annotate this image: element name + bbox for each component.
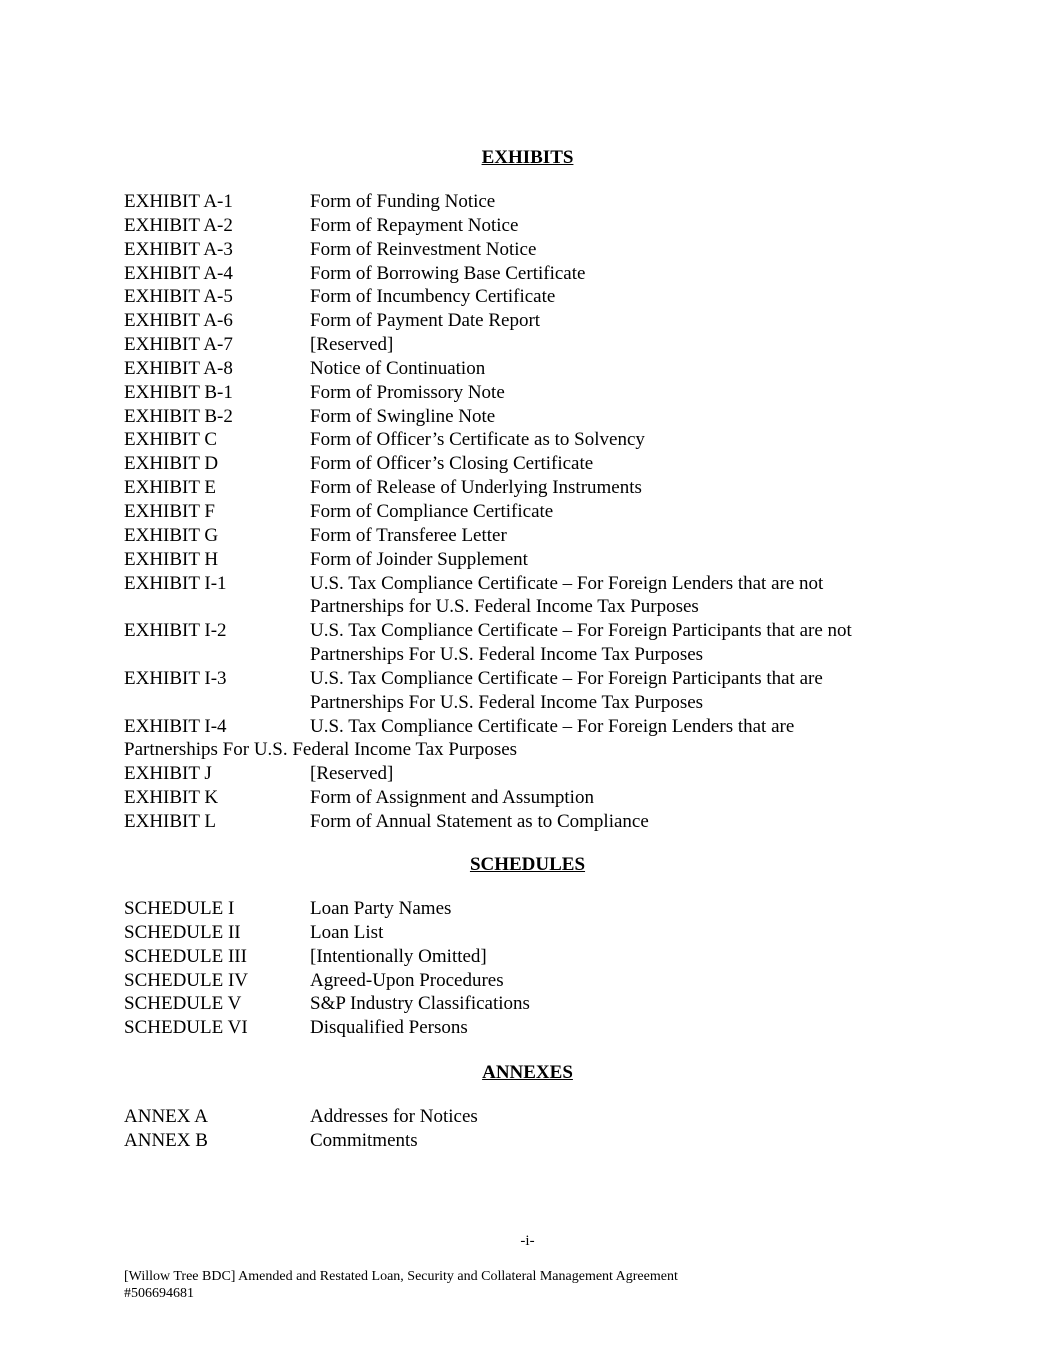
item-description-line: U.S. Tax Compliance Certificate – For Foreign Participants that are: [310, 667, 823, 689]
item-description-line: Form of Transferee Letter: [310, 524, 507, 546]
item-label: SCHEDULE V: [124, 993, 242, 1015]
item-label: ANNEX A: [124, 1106, 208, 1127]
item-label: SCHEDULE I: [124, 898, 235, 919]
list-item: [124, 285, 944, 309]
item-description-line: Form of Joinder Supplement: [310, 548, 528, 570]
item-description-line: Form of Reinvestment Notice: [310, 238, 537, 260]
item-label: EXHIBIT A-8: [124, 357, 233, 379]
item-description-line: Notice of Continuation: [310, 357, 486, 379]
item-description-line: Form of Incumbency Certificate: [310, 286, 556, 308]
item-description-line: [Intentionally Omitted]: [310, 945, 487, 967]
list-item: [124, 945, 944, 969]
item-description: [310, 214, 518, 238]
item-description: [310, 500, 553, 524]
item-description: [310, 238, 536, 262]
list-item: [124, 524, 944, 548]
item-description-line: Form of Promissory Note: [310, 381, 505, 403]
item-label: EXHIBIT D: [124, 453, 219, 475]
exhibits-heading: EXHIBITS: [481, 147, 574, 168]
item-description: [310, 619, 852, 667]
item-description: [310, 309, 540, 333]
item-description-line: Form of Borrowing Base Certificate: [310, 262, 586, 284]
item-label: ANNEX B: [124, 1129, 208, 1151]
schedules-list: [124, 897, 944, 1040]
item-description: [310, 262, 585, 286]
item-label: EXHIBIT K: [124, 787, 219, 809]
item-description: [310, 786, 594, 810]
item-description-line: Disqualified Persons: [310, 1017, 468, 1039]
item-label: EXHIBIT J: [124, 763, 212, 785]
item-description-line: Loan Party Names: [310, 898, 452, 919]
list-item: [124, 786, 944, 810]
item-description-line: Partnerships For U.S. Federal Income Tax Purposes: [310, 691, 704, 713]
item-label: EXHIBIT C: [124, 429, 218, 451]
item-description: [310, 452, 593, 476]
list-item: [124, 357, 944, 381]
item-description: [310, 992, 530, 1016]
item-label: EXHIBIT E: [124, 477, 216, 499]
list-item: [124, 762, 944, 786]
list-item: [124, 405, 944, 429]
item-label: EXHIBIT A-7: [124, 334, 233, 356]
item-description-line: Form of Repayment Notice: [310, 214, 519, 236]
item-label: EXHIBIT A-6: [124, 310, 233, 332]
item-description-line: Commitments: [310, 1129, 418, 1151]
item-description-line: U.S. Tax Compliance Certificate – For Foreign Participants that are not: [310, 620, 852, 642]
list-item: [124, 897, 944, 921]
list-item: [124, 715, 944, 763]
list-item: [124, 309, 944, 333]
item-label: SCHEDULE VI: [124, 1017, 248, 1039]
list-item: [124, 500, 944, 524]
item-description: [310, 1016, 468, 1040]
item-description: [310, 405, 495, 429]
list-item: [124, 381, 944, 405]
item-description: [310, 548, 528, 572]
list-item: [124, 667, 944, 715]
item-description: [310, 190, 495, 214]
item-description: [310, 476, 642, 500]
item-label: EXHIBIT I-2: [124, 620, 227, 642]
item-description-line: Addresses for Notices: [310, 1106, 478, 1127]
list-item: [124, 969, 944, 993]
item-description: [310, 921, 383, 945]
annexes-list: [124, 1105, 944, 1153]
item-description-line: U.S. Tax Compliance Certificate – For Foreign Lenders that are: [310, 715, 795, 737]
item-description-line: [Reserved]: [310, 763, 394, 785]
item-description-line: Partnerships for U.S. Federal Income Tax Purposes: [310, 596, 699, 618]
list-item: [124, 190, 944, 214]
list-item: [124, 619, 944, 667]
item-description-line: Form of Swingline Note: [310, 405, 496, 427]
item-description-line: Partnerships For U.S. Federal Income Tax Purposes: [310, 644, 704, 666]
item-label: EXHIBIT A-1: [124, 191, 233, 212]
page-number: -i-: [520, 1233, 535, 1249]
item-label: EXHIBIT H: [124, 548, 219, 570]
item-description: [310, 667, 823, 715]
schedules-heading: SCHEDULES: [469, 854, 586, 875]
list-item: [124, 1105, 944, 1129]
list-item: [124, 238, 944, 262]
item-description: [310, 715, 794, 739]
item-description: [310, 428, 645, 452]
item-description: [310, 945, 487, 969]
list-item: [124, 548, 944, 572]
list-item: [124, 1016, 944, 1040]
item-description-line: Form of Officer’s Closing Certificate: [310, 453, 594, 475]
item-label: EXHIBIT L: [124, 810, 216, 832]
list-item: [124, 572, 944, 620]
item-description-continuation: Partnerships For U.S. Federal Income Tax Purposes: [124, 739, 518, 761]
document-footer: [124, 1268, 944, 1302]
item-label: SCHEDULE III: [124, 945, 247, 967]
item-label: EXHIBIT I-3: [124, 667, 227, 689]
item-description: [310, 762, 393, 786]
item-label: EXHIBIT F: [124, 500, 215, 522]
item-label: EXHIBIT A-4: [124, 262, 233, 284]
item-description-line: Form of Assignment and Assumption: [310, 787, 594, 809]
item-label: EXHIBIT G: [124, 524, 219, 546]
item-description-line: Form of Compliance Certificate: [310, 500, 554, 522]
item-description: [310, 357, 485, 381]
annexes-heading: ANNEXES: [482, 1062, 573, 1083]
exhibits-list: [124, 190, 944, 834]
item-label: SCHEDULE IV: [124, 969, 249, 991]
item-label: EXHIBIT A-2: [124, 214, 233, 236]
item-description: [310, 1129, 418, 1153]
item-description: [310, 572, 823, 620]
item-label: EXHIBIT I-4: [124, 715, 227, 737]
item-description-line: Form of Officer’s Certificate as to Solvency: [310, 429, 645, 451]
item-description-line: Form of Payment Date Report: [310, 310, 541, 332]
list-item: [124, 921, 944, 945]
item-label: EXHIBIT I-1: [124, 572, 227, 594]
list-item: [124, 214, 944, 238]
item-description-line: Form of Funding Notice: [310, 191, 496, 212]
item-description-line: Loan List: [310, 921, 384, 943]
item-label: EXHIBIT A-5: [124, 286, 233, 308]
item-description-line: U.S. Tax Compliance Certificate – For Foreign Lenders that are not: [310, 572, 824, 594]
item-label: EXHIBIT B-1: [124, 381, 233, 403]
item-description: [310, 969, 504, 993]
item-label: SCHEDULE II: [124, 921, 241, 943]
list-item: [124, 992, 944, 1016]
item-description: [310, 897, 451, 921]
item-description: [310, 285, 555, 309]
list-item: [124, 333, 944, 357]
list-item: [124, 476, 944, 500]
item-description-line: [Reserved]: [310, 334, 394, 356]
list-item: [124, 1129, 944, 1153]
footer-doc-id: #506694681: [124, 1286, 194, 1301]
item-description-line: Form of Release of Underlying Instruments: [310, 477, 642, 499]
item-label: EXHIBIT B-2: [124, 405, 233, 427]
item-description: [310, 524, 507, 548]
item-label: EXHIBIT A-3: [124, 238, 233, 260]
list-item: [124, 262, 944, 286]
item-description: [310, 1105, 478, 1129]
item-description-line: S&P Industry Classifications: [310, 993, 530, 1015]
list-item: [124, 452, 944, 476]
item-description: [310, 333, 393, 357]
item-description-line: Agreed-Upon Procedures: [310, 969, 504, 991]
footer-title: [Willow Tree BDC] Amended and Restated Loan, Security and Collateral Management Agreement: [124, 1269, 678, 1284]
item-description-line: Form of Annual Statement as to Compliance: [310, 810, 649, 832]
item-description: [310, 810, 649, 834]
list-item: [124, 810, 944, 834]
list-item: [124, 428, 944, 452]
item-description: [310, 381, 505, 405]
